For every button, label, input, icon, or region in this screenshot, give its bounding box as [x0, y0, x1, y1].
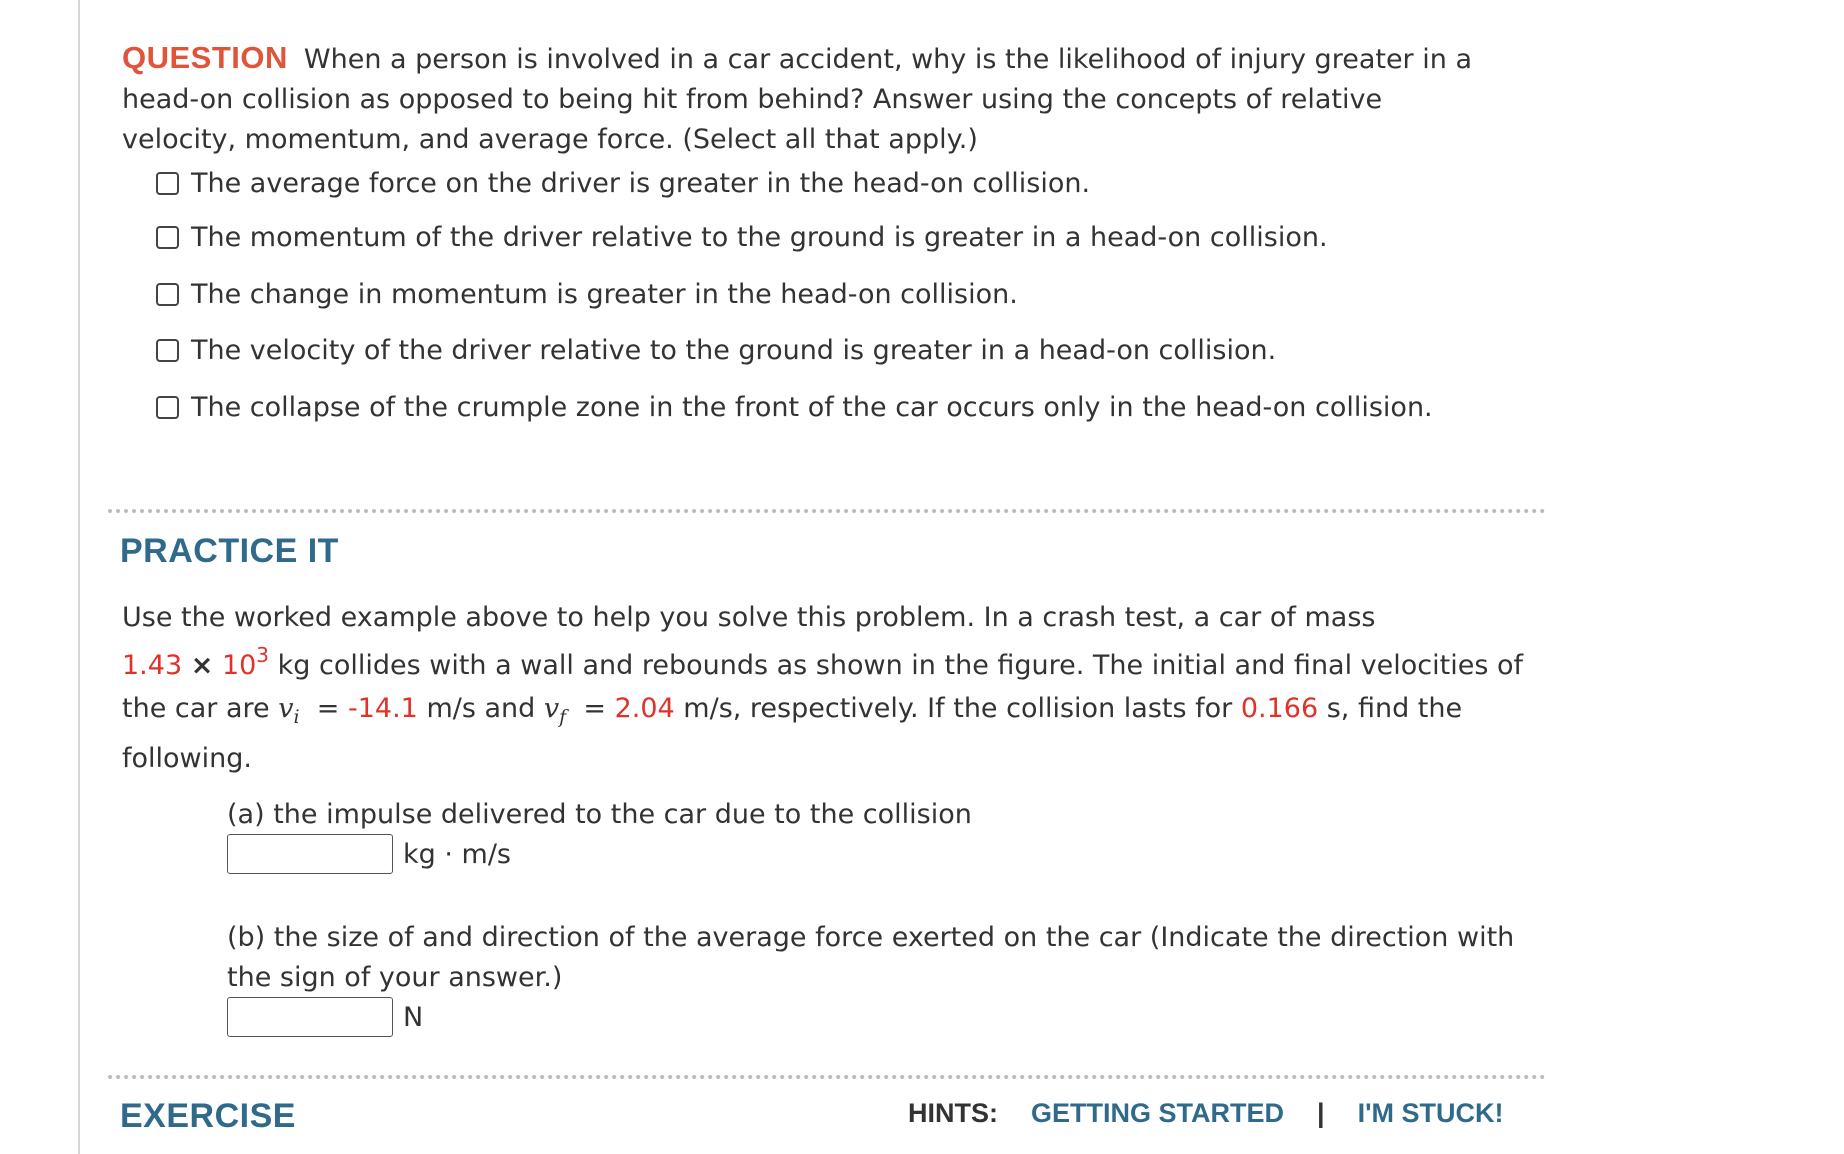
line-3-text: s, find the: [1326, 693, 1463, 724]
hints-bar: [908, 1098, 1503, 1129]
part-a-input[interactable]: [227, 834, 393, 874]
mass-base: 10: [221, 650, 257, 681]
option-label: The average force on the driver is greater in the head-on collision.: [191, 167, 1091, 199]
option-average-force[interactable]: [156, 163, 1090, 203]
getting-started-link[interactable]: GETTING STARTED: [1031, 1098, 1284, 1128]
line-3-text: the car are: [122, 693, 270, 724]
vi-symbol: v: [278, 693, 294, 724]
vi-value: -14.1: [347, 693, 418, 724]
mass-mantissa: 1.43: [122, 650, 183, 681]
option-momentum-ground[interactable]: [156, 217, 1328, 257]
line-2-text: kg collides with a wall and rebounds as shown in the figure. The initial and final velocities of: [277, 650, 1524, 681]
left-border: [78, 0, 80, 1154]
part-b-label: (b) the size of and direction of the average force exerted on the car (Indicate the direction with the sign of your answer.): [227, 922, 1515, 993]
option-velocity-ground[interactable]: [156, 330, 1276, 370]
dotted-divider: [108, 509, 1546, 513]
vi-subscript: i: [293, 706, 300, 728]
practice-title: PRACTICE IT: [120, 532, 339, 570]
option-change-momentum[interactable]: [156, 274, 1018, 314]
part-a-unit: kg · m/s: [403, 838, 511, 870]
question-block: [122, 38, 1502, 160]
practice-line-2: [122, 643, 1524, 681]
exercise-title: EXERCISE: [120, 1097, 296, 1135]
part-a-answer-row: [227, 834, 511, 874]
vf-symbol: v: [543, 693, 560, 724]
time-value: 0.166: [1240, 693, 1319, 724]
part-b-input[interactable]: [227, 997, 393, 1037]
practice-line-3: [122, 693, 1463, 728]
times-sign: ×: [190, 650, 214, 681]
part-b-unit: N: [403, 1001, 424, 1033]
line-3-text: m/s and: [426, 693, 536, 724]
hints-label: HINTS:: [908, 1098, 998, 1128]
im-stuck-link[interactable]: I'M STUCK!: [1357, 1098, 1504, 1128]
practice-line-1: Use the worked example above to help you solve this problem. In a crash test, a car of mass: [122, 602, 1376, 633]
part-a-label: (a) the impulse delivered to the car due to the collision: [227, 799, 972, 830]
question-label: QUESTION: [122, 40, 288, 75]
equals-sign: =: [583, 693, 606, 724]
vf-value: 2.04: [614, 693, 675, 724]
option-label: The velocity of the driver relative to the ground is greater in a head-on collision.: [191, 334, 1277, 366]
option-crumple-zone[interactable]: [156, 387, 1433, 427]
line-3-text: m/s, respectively. If the collision lasts for: [683, 693, 1233, 724]
checkbox[interactable]: [156, 172, 179, 195]
option-label: The change in momentum is greater in the head-on collision.: [191, 278, 1018, 310]
question-text: When a person is involved in a car accident, why is the likelihood of injury greater in a head-on collision as opposed to being hit from behind? Answer using the concepts of relative velocity, momentum, and average force. (Select all that apply.): [122, 44, 1472, 155]
checkbox[interactable]: [156, 226, 179, 249]
option-label: The collapse of the crumple zone in the front of the car occurs only in the head-on collision.: [191, 391, 1433, 423]
hint-separator: |: [1317, 1098, 1325, 1128]
practice-line-4: following.: [122, 743, 252, 774]
part-b-answer-row: [227, 997, 423, 1037]
checkbox[interactable]: [156, 283, 179, 306]
mass-exponent: 3: [256, 643, 270, 667]
checkbox[interactable]: [156, 339, 179, 362]
dotted-divider: [108, 1075, 1546, 1079]
vf-subscript: f: [559, 706, 567, 728]
option-label: The momentum of the driver relative to the ground is greater in a head-on collision.: [191, 221, 1328, 253]
checkbox[interactable]: [156, 396, 179, 419]
equals-sign: =: [316, 693, 340, 724]
